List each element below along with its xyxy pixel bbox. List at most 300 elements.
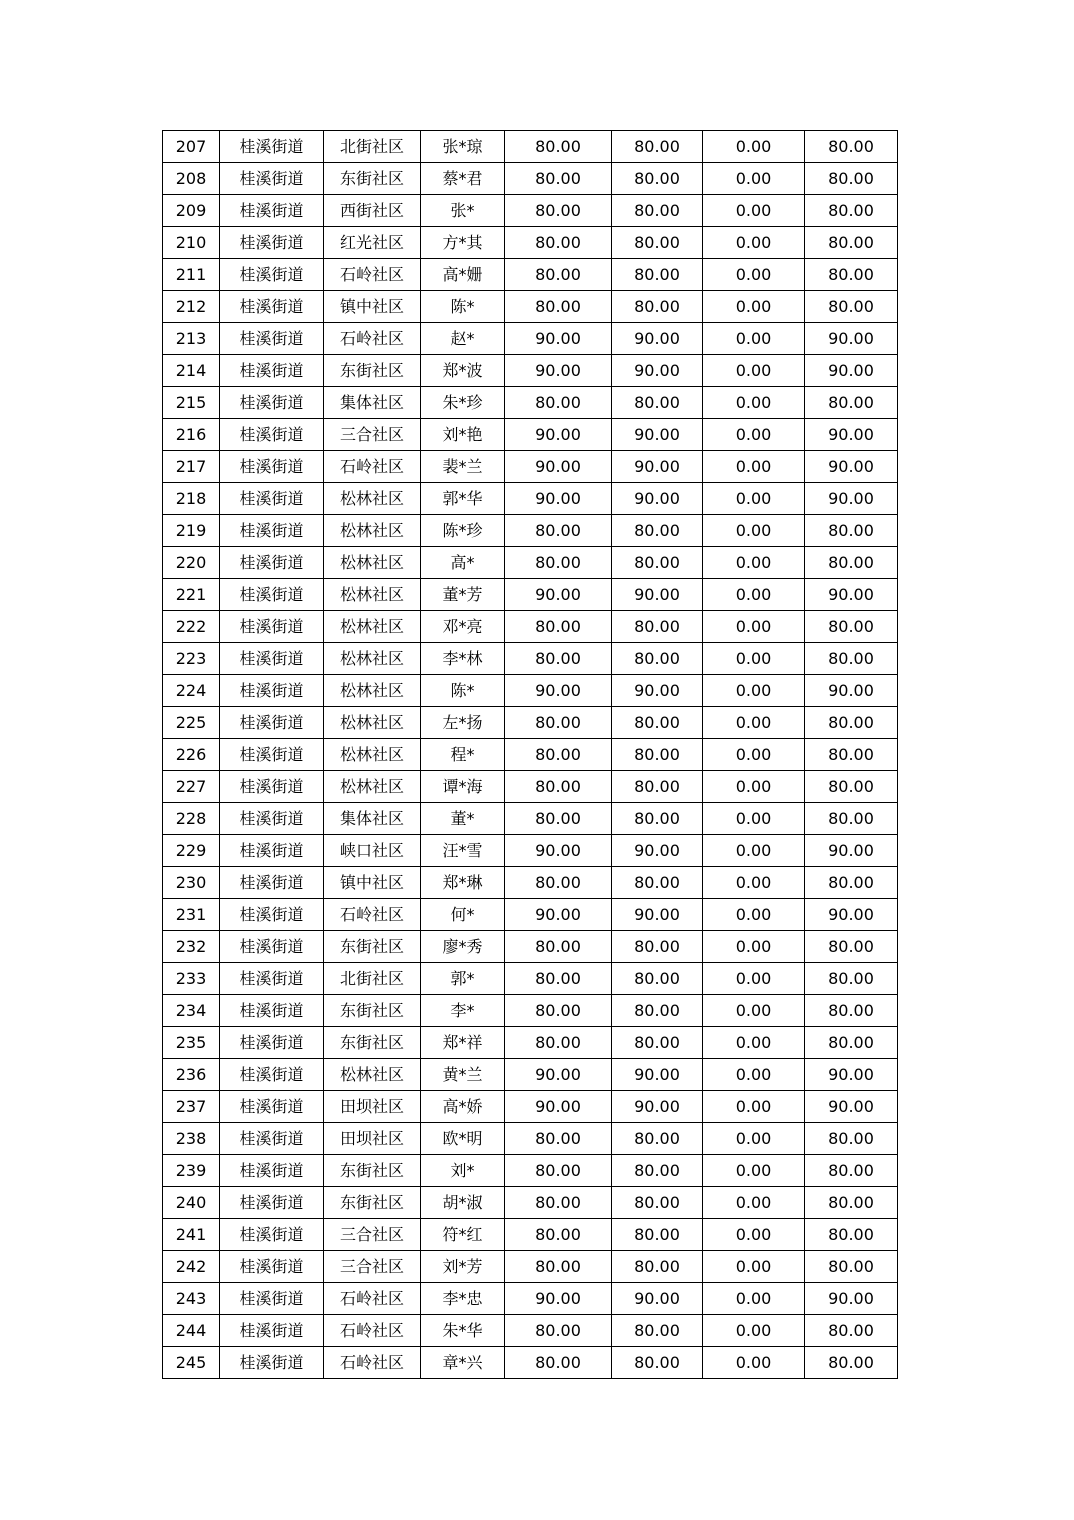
- cell-value-2: 80.00: [612, 771, 703, 803]
- cell-value-4: 80.00: [805, 611, 898, 643]
- cell-value-3: 0.00: [703, 707, 805, 739]
- cell-value-4: 90.00: [805, 835, 898, 867]
- cell-community: 集体社区: [324, 803, 421, 835]
- cell-value-2: 80.00: [612, 1155, 703, 1187]
- cell-value-4: 80.00: [805, 227, 898, 259]
- cell-community: 石岭社区: [324, 1347, 421, 1379]
- table-row: [163, 611, 898, 643]
- table-row: [163, 355, 898, 387]
- cell-street: 桂溪街道: [220, 483, 324, 515]
- table-row: [163, 163, 898, 195]
- cell-name: 董*: [421, 803, 505, 835]
- cell-index: 212: [163, 291, 220, 323]
- table-row: [163, 1027, 898, 1059]
- cell-value-1: 80.00: [505, 1155, 612, 1187]
- cell-name: 谭*海: [421, 771, 505, 803]
- cell-street: 桂溪街道: [220, 1091, 324, 1123]
- cell-value-4: 90.00: [805, 483, 898, 515]
- table-row: [163, 707, 898, 739]
- cell-value-2: 80.00: [612, 131, 703, 163]
- cell-value-3: 0.00: [703, 1347, 805, 1379]
- cell-index: 237: [163, 1091, 220, 1123]
- cell-community: 东街社区: [324, 163, 421, 195]
- cell-value-2: 80.00: [612, 515, 703, 547]
- cell-name: 汪*雪: [421, 835, 505, 867]
- cell-community: 石岭社区: [324, 451, 421, 483]
- cell-index: 233: [163, 963, 220, 995]
- cell-value-3: 0.00: [703, 1027, 805, 1059]
- cell-value-1: 80.00: [505, 163, 612, 195]
- cell-community: 东街社区: [324, 355, 421, 387]
- cell-street: 桂溪街道: [220, 1155, 324, 1187]
- cell-value-1: 90.00: [505, 899, 612, 931]
- cell-value-2: 80.00: [612, 739, 703, 771]
- cell-street: 桂溪街道: [220, 1347, 324, 1379]
- cell-value-3: 0.00: [703, 1219, 805, 1251]
- cell-index: 235: [163, 1027, 220, 1059]
- cell-index: 209: [163, 195, 220, 227]
- cell-index: 240: [163, 1187, 220, 1219]
- cell-community: 西街社区: [324, 195, 421, 227]
- cell-value-4: 90.00: [805, 323, 898, 355]
- cell-index: 232: [163, 931, 220, 963]
- cell-value-4: 90.00: [805, 675, 898, 707]
- cell-value-1: 80.00: [505, 1251, 612, 1283]
- cell-value-2: 80.00: [612, 195, 703, 227]
- cell-value-3: 0.00: [703, 547, 805, 579]
- cell-index: 219: [163, 515, 220, 547]
- cell-value-2: 80.00: [612, 963, 703, 995]
- cell-value-3: 0.00: [703, 1123, 805, 1155]
- cell-index: 214: [163, 355, 220, 387]
- cell-community: 石岭社区: [324, 899, 421, 931]
- table-row: [163, 1347, 898, 1379]
- cell-name: 邓*亮: [421, 611, 505, 643]
- cell-index: 234: [163, 995, 220, 1027]
- cell-value-3: 0.00: [703, 803, 805, 835]
- table-row: [163, 1059, 898, 1091]
- table-row: [163, 1187, 898, 1219]
- data-table: [162, 130, 898, 1379]
- cell-street: 桂溪街道: [220, 419, 324, 451]
- cell-value-2: 90.00: [612, 835, 703, 867]
- cell-value-4: 80.00: [805, 387, 898, 419]
- table-row: [163, 867, 898, 899]
- cell-index: 242: [163, 1251, 220, 1283]
- cell-street: 桂溪街道: [220, 1315, 324, 1347]
- table-row: [163, 1219, 898, 1251]
- cell-value-1: 90.00: [505, 1091, 612, 1123]
- cell-value-3: 0.00: [703, 1187, 805, 1219]
- cell-name: 陈*珍: [421, 515, 505, 547]
- cell-name: 裴*兰: [421, 451, 505, 483]
- cell-index: 221: [163, 579, 220, 611]
- table-row: [163, 1251, 898, 1283]
- cell-street: 桂溪街道: [220, 1059, 324, 1091]
- cell-community: 东街社区: [324, 931, 421, 963]
- cell-value-1: 90.00: [505, 1059, 612, 1091]
- cell-name: 黄*兰: [421, 1059, 505, 1091]
- cell-name: 郑*波: [421, 355, 505, 387]
- cell-community: 镇中社区: [324, 867, 421, 899]
- cell-street: 桂溪街道: [220, 163, 324, 195]
- cell-value-1: 90.00: [505, 419, 612, 451]
- cell-name: 胡*淑: [421, 1187, 505, 1219]
- cell-value-2: 90.00: [612, 451, 703, 483]
- cell-value-4: 80.00: [805, 643, 898, 675]
- cell-street: 桂溪街道: [220, 675, 324, 707]
- cell-value-2: 90.00: [612, 675, 703, 707]
- cell-value-4: 80.00: [805, 1187, 898, 1219]
- cell-value-4: 80.00: [805, 547, 898, 579]
- table-row: [163, 1155, 898, 1187]
- cell-street: 桂溪街道: [220, 1187, 324, 1219]
- cell-value-3: 0.00: [703, 963, 805, 995]
- cell-value-1: 80.00: [505, 771, 612, 803]
- cell-value-2: 90.00: [612, 579, 703, 611]
- cell-index: 223: [163, 643, 220, 675]
- cell-value-2: 80.00: [612, 227, 703, 259]
- cell-name: 高*娇: [421, 1091, 505, 1123]
- cell-name: 左*扬: [421, 707, 505, 739]
- cell-value-4: 80.00: [805, 867, 898, 899]
- cell-name: 陈*: [421, 675, 505, 707]
- cell-value-2: 90.00: [612, 419, 703, 451]
- cell-value-4: 80.00: [805, 515, 898, 547]
- cell-value-2: 90.00: [612, 323, 703, 355]
- cell-value-3: 0.00: [703, 771, 805, 803]
- cell-name: 方*其: [421, 227, 505, 259]
- cell-value-1: 90.00: [505, 1283, 612, 1315]
- cell-value-1: 80.00: [505, 1347, 612, 1379]
- cell-index: 241: [163, 1219, 220, 1251]
- cell-street: 桂溪街道: [220, 259, 324, 291]
- cell-value-1: 80.00: [505, 515, 612, 547]
- cell-community: 松林社区: [324, 771, 421, 803]
- table-row: [163, 963, 898, 995]
- cell-index: 215: [163, 387, 220, 419]
- cell-value-4: 90.00: [805, 899, 898, 931]
- cell-index: 227: [163, 771, 220, 803]
- cell-street: 桂溪街道: [220, 547, 324, 579]
- cell-street: 桂溪街道: [220, 291, 324, 323]
- cell-value-1: 90.00: [505, 355, 612, 387]
- cell-name: 郭*华: [421, 483, 505, 515]
- cell-value-2: 80.00: [612, 867, 703, 899]
- cell-index: 228: [163, 803, 220, 835]
- cell-value-2: 80.00: [612, 707, 703, 739]
- cell-value-4: 80.00: [805, 1219, 898, 1251]
- cell-index: 230: [163, 867, 220, 899]
- cell-street: 桂溪街道: [220, 1219, 324, 1251]
- cell-street: 桂溪街道: [220, 387, 324, 419]
- cell-street: 桂溪街道: [220, 835, 324, 867]
- cell-value-4: 80.00: [805, 1251, 898, 1283]
- table-row: [163, 1283, 898, 1315]
- cell-value-2: 80.00: [612, 1347, 703, 1379]
- cell-value-1: 80.00: [505, 963, 612, 995]
- cell-value-3: 0.00: [703, 419, 805, 451]
- cell-value-4: 80.00: [805, 1123, 898, 1155]
- cell-value-1: 80.00: [505, 131, 612, 163]
- cell-community: 田坝社区: [324, 1091, 421, 1123]
- table-row: [163, 931, 898, 963]
- cell-value-2: 80.00: [612, 1027, 703, 1059]
- cell-street: 桂溪街道: [220, 931, 324, 963]
- cell-name: 李*忠: [421, 1283, 505, 1315]
- cell-community: 松林社区: [324, 579, 421, 611]
- cell-index: 226: [163, 739, 220, 771]
- cell-value-2: 80.00: [612, 1123, 703, 1155]
- cell-street: 桂溪街道: [220, 739, 324, 771]
- cell-value-4: 80.00: [805, 1315, 898, 1347]
- cell-community: 松林社区: [324, 547, 421, 579]
- cell-value-2: 80.00: [612, 995, 703, 1027]
- cell-value-1: 80.00: [505, 1315, 612, 1347]
- cell-value-3: 0.00: [703, 131, 805, 163]
- cell-name: 张*琼: [421, 131, 505, 163]
- cell-value-4: 90.00: [805, 1091, 898, 1123]
- cell-value-3: 0.00: [703, 931, 805, 963]
- cell-value-1: 80.00: [505, 739, 612, 771]
- cell-value-4: 80.00: [805, 1347, 898, 1379]
- cell-name: 程*: [421, 739, 505, 771]
- cell-street: 桂溪街道: [220, 451, 324, 483]
- table-row: [163, 387, 898, 419]
- table-row: [163, 419, 898, 451]
- cell-name: 董*芳: [421, 579, 505, 611]
- cell-value-3: 0.00: [703, 995, 805, 1027]
- cell-community: 峡口社区: [324, 835, 421, 867]
- cell-value-3: 0.00: [703, 451, 805, 483]
- cell-community: 三合社区: [324, 419, 421, 451]
- cell-street: 桂溪街道: [220, 611, 324, 643]
- cell-community: 集体社区: [324, 387, 421, 419]
- cell-name: 欧*明: [421, 1123, 505, 1155]
- table-row: [163, 771, 898, 803]
- table-row: [163, 1091, 898, 1123]
- table-row: [163, 1123, 898, 1155]
- cell-index: 244: [163, 1315, 220, 1347]
- cell-index: 213: [163, 323, 220, 355]
- cell-street: 桂溪街道: [220, 195, 324, 227]
- cell-value-3: 0.00: [703, 195, 805, 227]
- cell-index: 222: [163, 611, 220, 643]
- cell-value-2: 80.00: [612, 1315, 703, 1347]
- cell-street: 桂溪街道: [220, 867, 324, 899]
- cell-name: 高*: [421, 547, 505, 579]
- cell-value-3: 0.00: [703, 1091, 805, 1123]
- cell-community: 镇中社区: [324, 291, 421, 323]
- cell-community: 松林社区: [324, 643, 421, 675]
- cell-community: 松林社区: [324, 739, 421, 771]
- cell-value-2: 80.00: [612, 611, 703, 643]
- cell-value-3: 0.00: [703, 611, 805, 643]
- cell-value-2: 90.00: [612, 899, 703, 931]
- table-row: [163, 323, 898, 355]
- cell-value-1: 80.00: [505, 1219, 612, 1251]
- cell-value-1: 80.00: [505, 195, 612, 227]
- cell-value-1: 80.00: [505, 227, 612, 259]
- cell-value-4: 80.00: [805, 739, 898, 771]
- cell-community: 石岭社区: [324, 1315, 421, 1347]
- cell-community: 松林社区: [324, 483, 421, 515]
- table-row: [163, 675, 898, 707]
- table-row: [163, 451, 898, 483]
- cell-index: 243: [163, 1283, 220, 1315]
- cell-value-3: 0.00: [703, 899, 805, 931]
- cell-name: 李*林: [421, 643, 505, 675]
- cell-name: 刘*艳: [421, 419, 505, 451]
- cell-value-3: 0.00: [703, 675, 805, 707]
- cell-value-1: 80.00: [505, 995, 612, 1027]
- cell-value-1: 80.00: [505, 643, 612, 675]
- cell-street: 桂溪街道: [220, 355, 324, 387]
- cell-name: 郑*祥: [421, 1027, 505, 1059]
- cell-value-2: 80.00: [612, 643, 703, 675]
- cell-community: 石岭社区: [324, 1283, 421, 1315]
- cell-value-1: 80.00: [505, 291, 612, 323]
- table-row: [163, 259, 898, 291]
- cell-community: 松林社区: [324, 611, 421, 643]
- cell-value-4: 80.00: [805, 963, 898, 995]
- cell-value-4: 80.00: [805, 259, 898, 291]
- cell-name: 章*兴: [421, 1347, 505, 1379]
- cell-value-4: 90.00: [805, 1059, 898, 1091]
- cell-value-1: 80.00: [505, 1123, 612, 1155]
- cell-value-1: 90.00: [505, 579, 612, 611]
- cell-value-1: 90.00: [505, 483, 612, 515]
- cell-value-3: 0.00: [703, 355, 805, 387]
- cell-name: 张*: [421, 195, 505, 227]
- cell-street: 桂溪街道: [220, 579, 324, 611]
- table-row: [163, 483, 898, 515]
- cell-value-4: 80.00: [805, 291, 898, 323]
- cell-value-3: 0.00: [703, 1155, 805, 1187]
- cell-value-1: 80.00: [505, 707, 612, 739]
- cell-value-2: 80.00: [612, 1187, 703, 1219]
- cell-community: 北街社区: [324, 131, 421, 163]
- cell-street: 桂溪街道: [220, 1283, 324, 1315]
- cell-index: 245: [163, 1347, 220, 1379]
- cell-value-3: 0.00: [703, 835, 805, 867]
- cell-index: 208: [163, 163, 220, 195]
- cell-value-4: 90.00: [805, 579, 898, 611]
- cell-value-4: 90.00: [805, 355, 898, 387]
- cell-value-2: 90.00: [612, 1059, 703, 1091]
- cell-name: 郭*: [421, 963, 505, 995]
- table-row: [163, 195, 898, 227]
- cell-name: 郑*琳: [421, 867, 505, 899]
- cell-value-2: 90.00: [612, 355, 703, 387]
- cell-index: 238: [163, 1123, 220, 1155]
- cell-value-1: 90.00: [505, 835, 612, 867]
- table-row: [163, 835, 898, 867]
- cell-community: 东街社区: [324, 1155, 421, 1187]
- cell-index: 239: [163, 1155, 220, 1187]
- cell-name: 赵*: [421, 323, 505, 355]
- cell-name: 朱*华: [421, 1315, 505, 1347]
- cell-street: 桂溪街道: [220, 131, 324, 163]
- cell-value-4: 80.00: [805, 995, 898, 1027]
- cell-street: 桂溪街道: [220, 515, 324, 547]
- cell-value-1: 90.00: [505, 323, 612, 355]
- cell-index: 210: [163, 227, 220, 259]
- cell-street: 桂溪街道: [220, 323, 324, 355]
- cell-community: 东街社区: [324, 1027, 421, 1059]
- cell-value-3: 0.00: [703, 1315, 805, 1347]
- cell-community: 松林社区: [324, 1059, 421, 1091]
- cell-value-1: 80.00: [505, 1027, 612, 1059]
- cell-value-4: 80.00: [805, 131, 898, 163]
- cell-value-3: 0.00: [703, 515, 805, 547]
- cell-index: 236: [163, 1059, 220, 1091]
- table-row: [163, 643, 898, 675]
- cell-value-4: 80.00: [805, 1155, 898, 1187]
- cell-community: 三合社区: [324, 1219, 421, 1251]
- cell-street: 桂溪街道: [220, 771, 324, 803]
- cell-value-4: 80.00: [805, 195, 898, 227]
- cell-name: 刘*: [421, 1155, 505, 1187]
- cell-value-2: 80.00: [612, 1219, 703, 1251]
- cell-index: 207: [163, 131, 220, 163]
- cell-value-3: 0.00: [703, 1059, 805, 1091]
- cell-value-1: 90.00: [505, 451, 612, 483]
- cell-community: 北街社区: [324, 963, 421, 995]
- cell-name: 符*红: [421, 1219, 505, 1251]
- cell-value-1: 80.00: [505, 611, 612, 643]
- cell-index: 229: [163, 835, 220, 867]
- cell-name: 蔡*君: [421, 163, 505, 195]
- cell-street: 桂溪街道: [220, 963, 324, 995]
- cell-value-1: 80.00: [505, 387, 612, 419]
- cell-value-2: 80.00: [612, 387, 703, 419]
- cell-community: 田坝社区: [324, 1123, 421, 1155]
- cell-value-3: 0.00: [703, 291, 805, 323]
- cell-value-4: 80.00: [805, 707, 898, 739]
- cell-community: 石岭社区: [324, 259, 421, 291]
- table-row: [163, 579, 898, 611]
- table-row: [163, 515, 898, 547]
- cell-community: 松林社区: [324, 515, 421, 547]
- cell-community: 东街社区: [324, 1187, 421, 1219]
- table-row: [163, 1315, 898, 1347]
- cell-name: 朱*珍: [421, 387, 505, 419]
- cell-name: 陈*: [421, 291, 505, 323]
- cell-value-1: 80.00: [505, 259, 612, 291]
- cell-value-4: 80.00: [805, 803, 898, 835]
- cell-value-4: 90.00: [805, 419, 898, 451]
- cell-value-3: 0.00: [703, 579, 805, 611]
- cell-value-3: 0.00: [703, 387, 805, 419]
- table-row: [163, 131, 898, 163]
- cell-value-3: 0.00: [703, 643, 805, 675]
- cell-value-3: 0.00: [703, 1251, 805, 1283]
- cell-value-4: 80.00: [805, 931, 898, 963]
- cell-value-2: 90.00: [612, 1091, 703, 1123]
- cell-name: 何*: [421, 899, 505, 931]
- cell-value-4: 90.00: [805, 1283, 898, 1315]
- cell-value-2: 80.00: [612, 803, 703, 835]
- cell-value-1: 90.00: [505, 675, 612, 707]
- cell-value-4: 80.00: [805, 771, 898, 803]
- cell-street: 桂溪街道: [220, 707, 324, 739]
- table-body: [163, 131, 898, 1379]
- cell-index: 218: [163, 483, 220, 515]
- cell-street: 桂溪街道: [220, 227, 324, 259]
- table-row: [163, 291, 898, 323]
- cell-value-3: 0.00: [703, 163, 805, 195]
